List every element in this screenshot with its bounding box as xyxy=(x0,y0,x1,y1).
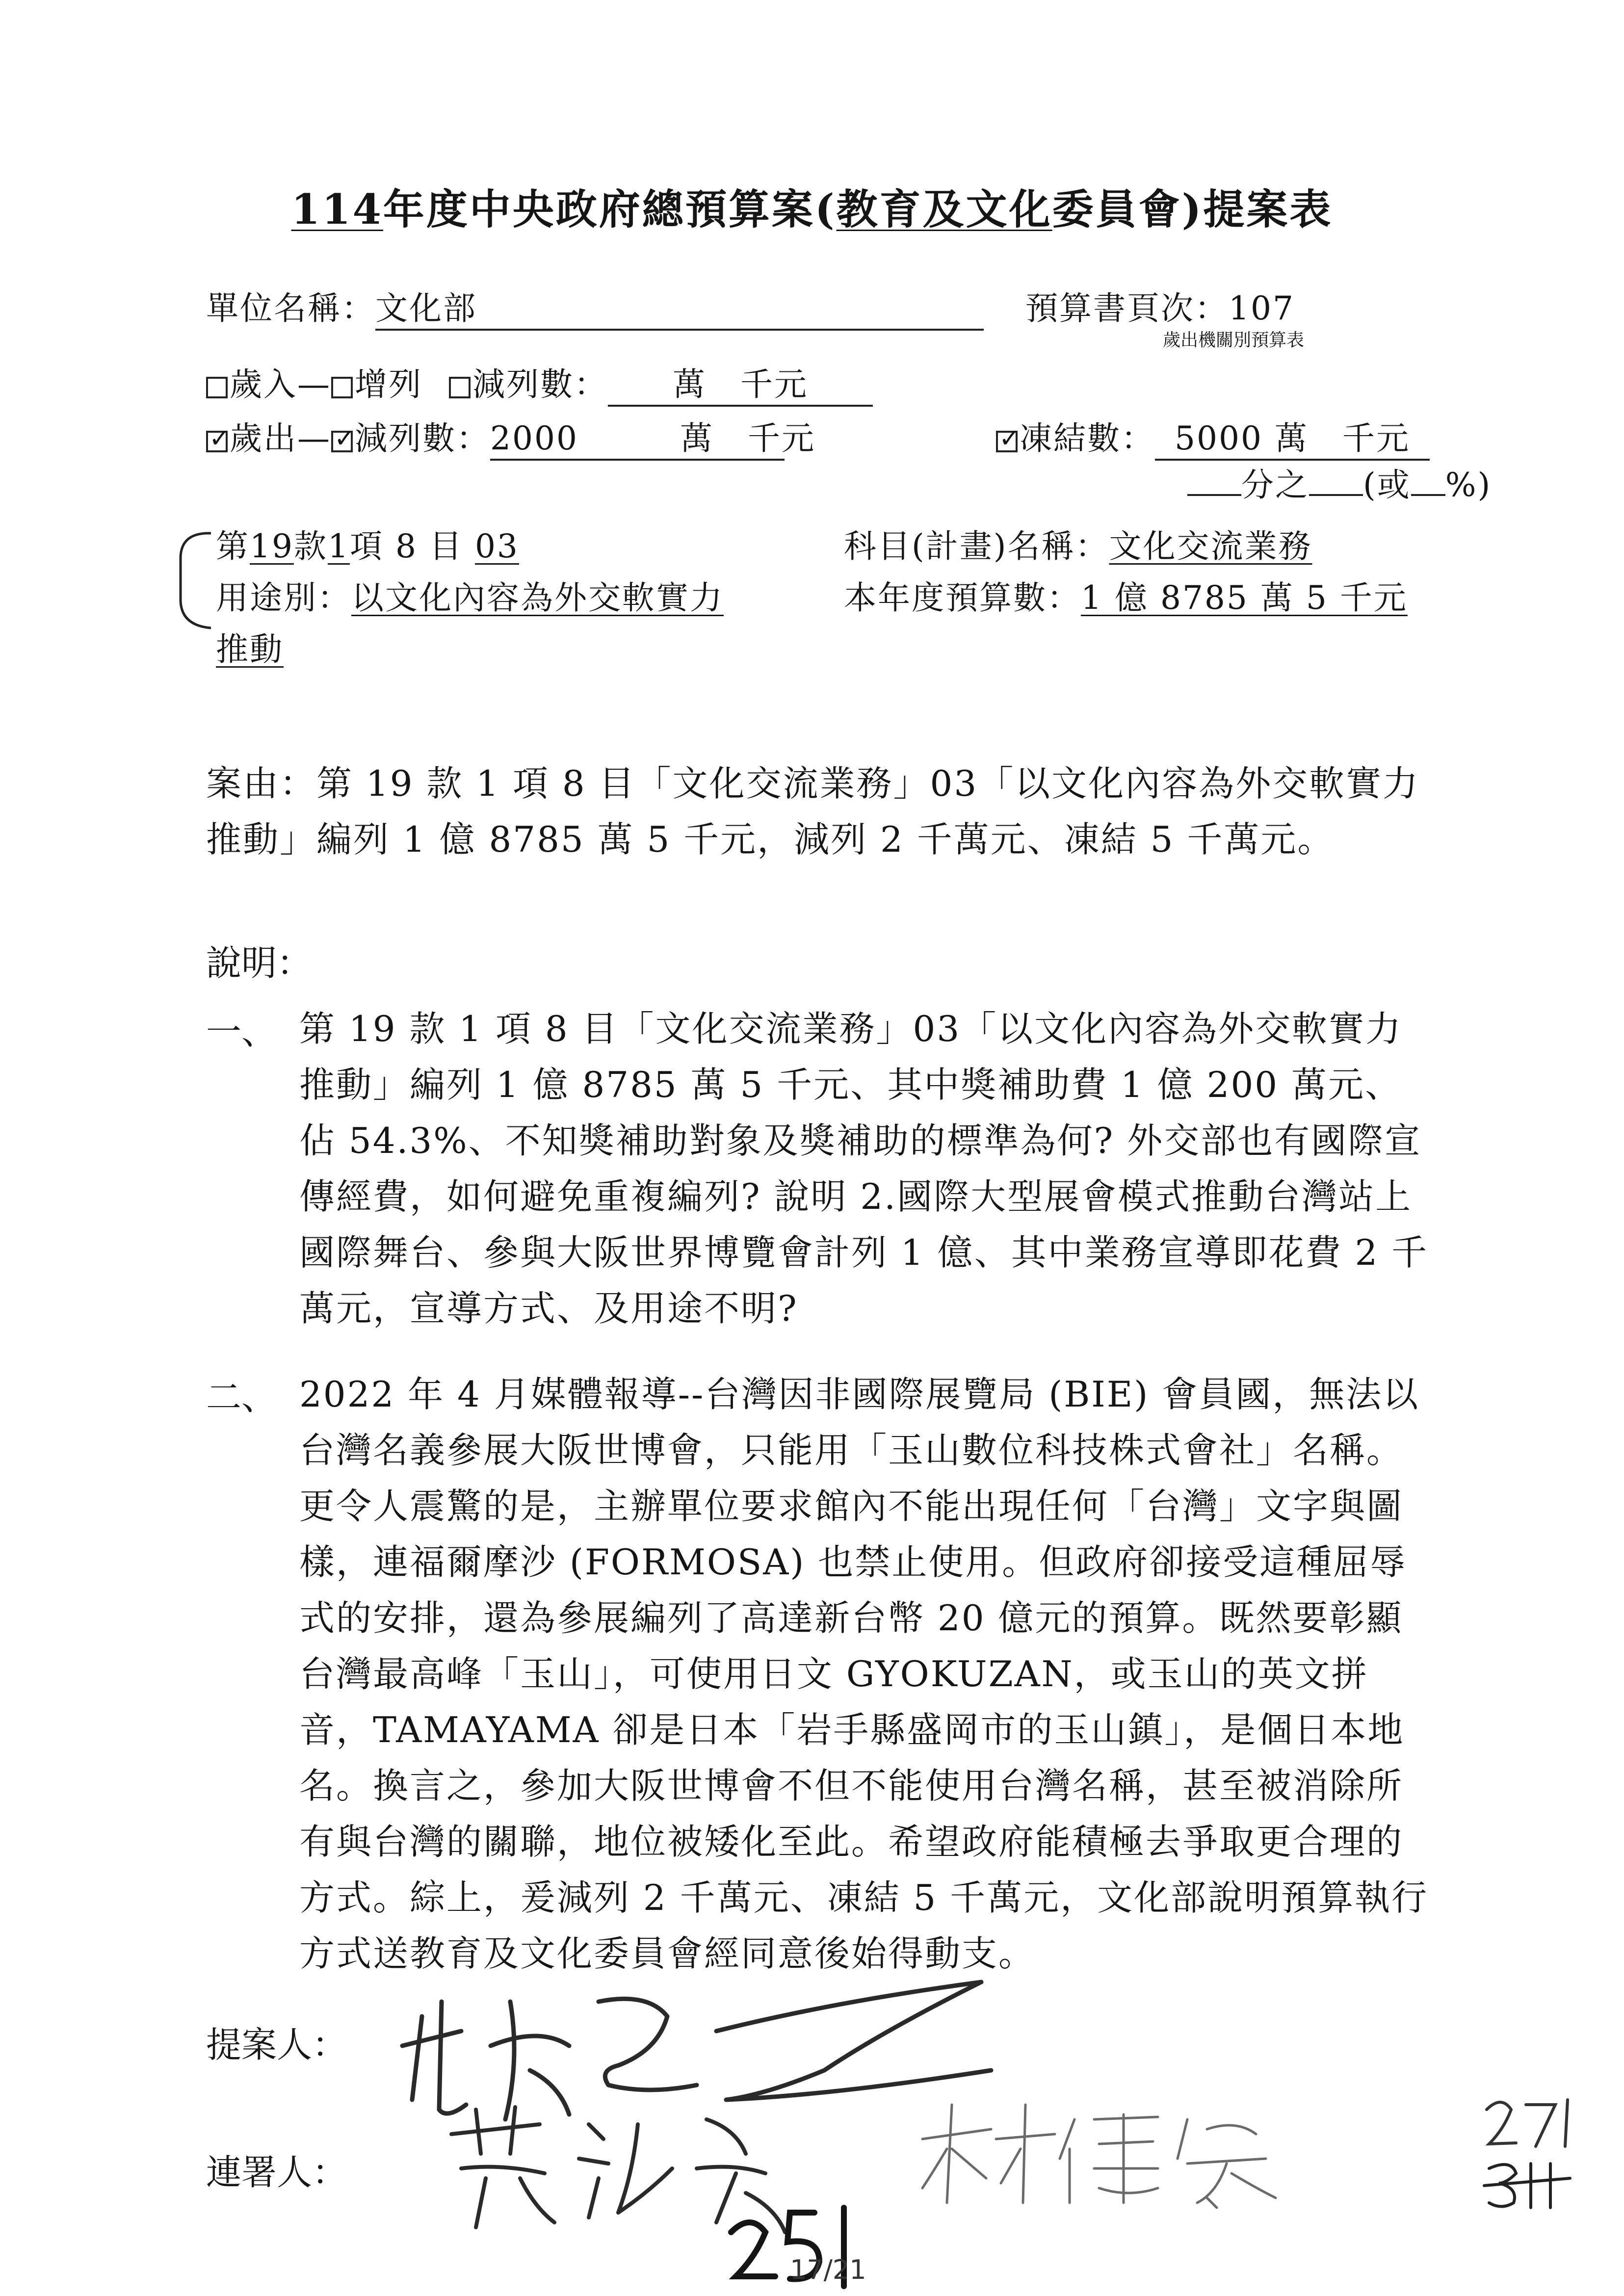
xiang-value: 1 xyxy=(327,527,350,565)
increase-checkbox xyxy=(331,377,353,398)
annual-value: 1 億 8785 萬 5 千元 xyxy=(1081,579,1408,617)
cosigner-label: 連署人： xyxy=(206,2152,348,2193)
title-suffix: 委員會)提案表 xyxy=(1052,185,1333,234)
point1-marker: 一、 xyxy=(206,1011,277,1052)
freeze-wan: 萬 xyxy=(1274,419,1309,457)
subject-row xyxy=(844,520,1312,567)
increase-label: 增列 xyxy=(355,365,422,403)
usage-row-2 xyxy=(216,623,284,670)
revenue-label: 歲入— xyxy=(230,365,331,403)
budget-page-value: 107 xyxy=(1229,289,1295,327)
exp-reduce-amount xyxy=(490,412,815,461)
expenditure-checkbox xyxy=(206,431,228,452)
usage-row xyxy=(216,572,724,618)
mu-label: 目 xyxy=(429,527,463,565)
exp-wan: 萬 xyxy=(680,419,714,457)
kuan-label: 款 xyxy=(293,527,328,565)
or-text: (或 xyxy=(1363,466,1411,504)
subject-value: 文化交流業務 xyxy=(1109,527,1312,565)
kuan-value: 19 xyxy=(250,527,294,565)
percent-text: %) xyxy=(1445,466,1492,504)
annual-row xyxy=(844,572,1408,618)
exp-reduce-value: 2000 xyxy=(490,419,578,457)
usage-value-1: 以文化內容為外交軟實力 xyxy=(351,579,724,617)
percent-blank xyxy=(1411,494,1445,496)
subject-label: 科目(計畫)名稱： xyxy=(844,527,1109,565)
fraction-blank-2 xyxy=(1309,494,1363,496)
point2-text: 2022 年 4 月媒體報導--台灣因非國際展覽局 (BIE) 會員國，無法以台灣名義參展大阪世博會，只能用「玉山數位科技株式會社」名稱。更令人震驚的是，主辦單位要求館內不能出現任何「台灣」文字與圖樣，連福爾摩沙 (FORMOSA) 也禁止使用。但政府卻接受這種屈辱式的安排，還為參展編列了高達新台幣 20 億元的預算。既然要彰顯台灣最高峰「玉山」，可使用日文 GYOKUZAN，或玉山的英文拼音，TAMAYAMA 卻是日本「岩手縣盛岡市的玉山鎮」，是個日本地名。換言之，參加大阪世博會不但不能使用台灣名稱，甚至被消除所有與台灣的關聯，地位被矮化至此。希望政府能積極去爭取更合理的方式。綜上，爰減列 2 千萬元、凍結 5 千萬元，文化部說明預算執行方式送教育及文化委員會經同意後始得動支。 xyxy=(299,1374,1429,1974)
explain-label: 說明： xyxy=(206,942,313,984)
budget-page-label: 預算書頁次： xyxy=(1025,289,1229,327)
exp-reduce-checkbox xyxy=(331,431,353,452)
fraction-row xyxy=(1187,459,1492,505)
usage-value-2: 推動 xyxy=(216,630,284,668)
fraction-text: 分之 xyxy=(1241,466,1309,504)
title-committee: 教育及文化 xyxy=(836,185,1052,234)
freeze-checkbox xyxy=(996,431,1018,452)
expenditure-label: 歲出— xyxy=(230,419,331,457)
exp-qian: 千元 xyxy=(747,419,815,457)
revenue-checkbox xyxy=(206,377,228,398)
freeze-row xyxy=(996,412,1430,461)
fraction-blank-1 xyxy=(1187,494,1241,496)
unit-value: 文化部 xyxy=(375,282,984,331)
xiang-label: 項 xyxy=(349,527,384,565)
cosigner-signature-2 xyxy=(913,2090,1315,2218)
point2-marker: 二、 xyxy=(206,1377,277,1418)
revenue-qian: 千元 xyxy=(740,365,808,403)
freeze-value: 5000 xyxy=(1175,419,1263,457)
page-title xyxy=(0,177,1624,236)
proposer-label: 提案人： xyxy=(206,2024,348,2065)
revenue-row xyxy=(206,358,873,407)
unit-label: 單位名稱： xyxy=(206,289,375,327)
annual-label: 本年度預算數： xyxy=(844,579,1081,617)
page-number: 17/21 xyxy=(790,2254,866,2285)
title-year: 114 xyxy=(291,185,383,234)
usage-label: 用途別： xyxy=(216,579,351,617)
bracket-mark xyxy=(172,527,216,645)
point1-text: 第 19 款 1 項 8 目「文化交流業務」03「以文化內容為外交軟實力推動」編列 1 億 8785 萬 5 千元、其中獎補助費 1 億 200 萬元、佔 54.3%、不知獎補助對象及獎補助的標準為何? 外交部也有國際宣傳經費，如何避免重複編列? 說明 2.國際大型展會模式推動台灣站上國際舞台、參與大阪世界博覽會計列 1 億、其中業務宣導即花費 2 千萬元，宣導方式、及用途不明? xyxy=(299,1008,1429,1329)
reduce-label: 減列數： xyxy=(472,365,608,403)
exp-reduce-label: 減列數： xyxy=(355,419,490,457)
sub-value: 03 xyxy=(474,527,519,565)
revenue-amount-blank xyxy=(608,358,873,407)
item-prefix: 第 xyxy=(216,527,250,565)
freeze-amount xyxy=(1155,412,1430,461)
budget-page-note: 歲出機關別預算表 xyxy=(1163,330,1305,350)
freeze-qian: 千元 xyxy=(1342,419,1410,457)
reason-text: 案由：第 19 款 1 項 8 目「文化交流業務」03「以文化內容為外交軟實力推動」編列 1 億 8785 萬 5 千元，減列 2 千萬元、凍結 5 千萬元。 xyxy=(206,763,1420,860)
expenditure-row xyxy=(206,412,815,461)
mu-value: 8 xyxy=(395,527,418,565)
title-prefix: 年度中央政府總預算案( xyxy=(383,185,837,234)
budget-page-row xyxy=(1025,282,1295,329)
unit-row xyxy=(206,282,984,331)
item-code-row xyxy=(216,520,519,567)
revenue-wan: 萬 xyxy=(672,365,707,403)
reduce-checkbox xyxy=(449,377,471,398)
freeze-label: 凍結數： xyxy=(1020,419,1155,457)
